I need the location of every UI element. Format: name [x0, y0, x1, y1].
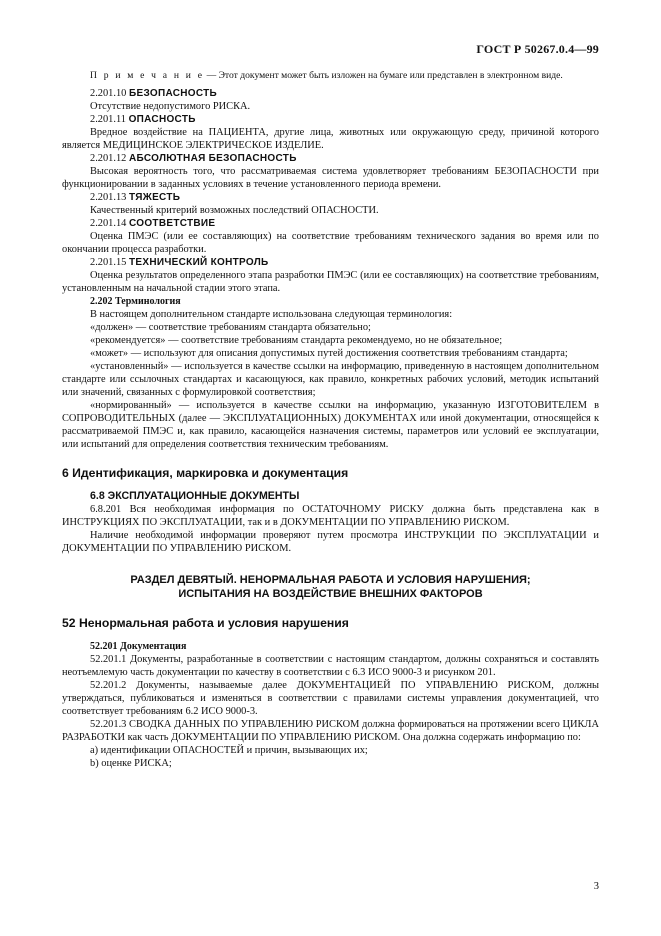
section-6-paragraph: 6.8.201 Вся необходимая информация по ОСТАТОЧНОМУ РИСКУ должна быть представлена как в ИНСТРУКЦИЯХ ПО ЭКСПЛУАТАЦИИ, так и в ДОКУМЕНТАЦИИ ПО УПРАВЛЕНИЮ РИСКОМ.	[62, 503, 599, 528]
terminology-paragraph: «установленный» — используется в качестве ссылки на информацию, приведенную в настоящем дополнительном стандарте или ссылочных стандартах и касающуюся, как правило, конкретных рабочих условий, методик испытаний или значений, связанных с формулировкой соответствия;	[62, 360, 599, 398]
section-52-201-title: 52.201 Документация	[90, 640, 187, 652]
term-definition: Высокая вероятность того, что рассматриваемая система удовлетворяет требованиям БЕЗОПАСНОСТИ при функционировании в заданных условиях в течение установленного периода времени.	[62, 165, 599, 190]
note-label: П р и м е ч а н и е	[90, 70, 205, 81]
document-body	[62, 70, 599, 770]
term-definition: Вредное воздействие на ПАЦИЕНТА, другие лица, животных или окружающую среду, причиной которого является МЕДИЦИНСКОЕ ЭЛЕКТРИЧЕСКОЕ ИЗДЕЛИЕ.	[62, 126, 599, 151]
term-definition: Качественный критерий возможных последствий ОПАСНОСТИ.	[90, 204, 379, 216]
list-item: a) идентификации ОПАСНОСТЕЙ и причин, вызывающих их;	[90, 744, 368, 756]
terminology-paragraph: «рекомендуется» — соответствие требованиям стандарта рекомендуемо, но не обязательное;	[90, 334, 503, 346]
term-heading: 2.201.13 ТЯЖЕСТЬ	[90, 191, 181, 203]
section-52-paragraph: 52.201.1 Документы, разработанные в соответствии с настоящим стандартом, должны сохраняться и составлять неотъемлемую часть документации по качеству в соответствии с 6.3 ИСО 9000-3 и рисунком 201.	[62, 653, 599, 678]
terminology-heading: 2.202 Терминология	[90, 295, 181, 307]
section-6-paragraph: Наличие необходимой информации проверяют путем просмотра ИНСТРУКЦИИ ПО ЭКСПЛУАТАЦИИ и ДОКУМЕНТАЦИИ ПО УПРАВЛЕНИЮ РИСКОМ.	[62, 529, 599, 554]
note	[62, 70, 599, 83]
term-heading: 2.201.14 СООТВЕТСТВИЕ	[90, 217, 216, 229]
section-52-paragraph: 52.201.3 СВОДКА ДАННЫХ ПО УПРАВЛЕНИЮ РИСКОМ должна формироваться на протяжении всего ЦИКЛА РАЗРАБОТКИ как часть ДОКУМЕНТАЦИИ ПО УПРАВЛЕНИЮ РИСКОМ. Она должна содержать информацию по:	[62, 718, 599, 743]
term-heading: 2.201.10 БЕЗОПАСНОСТЬ	[90, 87, 218, 99]
note-text: — Этот документ может быть изложен на бумаге или представлен в электронном виде.	[204, 70, 563, 81]
term-heading: 2.201.11 ОПАСНОСТЬ	[90, 113, 196, 125]
term-definition: Оценка ПМЭС (или ее составляющих) на соответствие требованиям технического задания во время или по окончании процесса разработки.	[62, 230, 599, 255]
list-item: b) оценке РИСКА;	[90, 757, 172, 769]
standard-header: ГОСТ Р 50267.0.4—99	[476, 42, 599, 56]
term-definition: Оценка результатов определенного этапа разработки ПМЭС (или ее составляющих) на соответствие требованиям, установленным на начальной стадии этого этапа.	[62, 269, 599, 294]
term-definition: Отсутствие недопустимого РИСКА.	[90, 100, 251, 112]
section-6-title: 6 Идентификация, маркировка и документация	[62, 465, 349, 480]
section-6-8-title: 6.8 ЭКСПЛУАТАЦИОННЫЕ ДОКУМЕНТЫ	[90, 489, 300, 502]
section-52-title: 52 Ненормальная работа и условия нарушения	[62, 615, 349, 630]
terminology-paragraph: В настоящем дополнительном стандарте использована следующая терминология:	[90, 308, 453, 320]
term-heading: 2.201.12 АБСОЛЮТНАЯ БЕЗОПАСНОСТЬ	[90, 152, 297, 164]
term-heading: 2.201.15 ТЕХНИЧЕСКИЙ КОНТРОЛЬ	[90, 256, 269, 268]
page-number: 3	[593, 881, 599, 892]
terminology-paragraph: «должен» — соответствие требованиям стандарта обязательно;	[90, 321, 371, 333]
chapter-9-title: РАЗДЕЛ ДЕВЯТЫЙ. НЕНОРМАЛЬНАЯ РАБОТА И УСЛОВИЯ НАРУШЕНИЯ; ИСПЫТАНИЯ НА ВОЗДЕЙСТВИЕ ВНЕШНИХ ФАКТОРОВ	[130, 573, 531, 600]
section-52-paragraph: 52.201.2 Документы, называемые далее ДОКУМЕНТАЦИЕЙ ПО УПРАВЛЕНИЮ РИСКОМ, должны утверждаться, публиковаться и изменяться в соответствии с правилами системы управления документацией, что соответствует требованиям 6.2 ИСО 9000-3.	[62, 679, 599, 717]
terminology-paragraph: «нормированный» — используется в качестве ссылки на информацию, указанную ИЗГОТОВИТЕЛЕМ в СОПРОВОДИТЕЛЬНЫХ (далее — ЭКСПЛУАТАЦИОННЫХ) ДОКУМЕНТАХ или иной документации, относящейся к рассматриваемой ПМЭС и, как правило, касающейся назначения системы, параметров или условий ее эксплуатации, или испытаний для определения соответствия техническим требованиям.	[62, 399, 599, 450]
terminology-paragraph: «может» — используют для описания допустимых путей достижения соответствия требованиям стандарта;	[90, 347, 568, 359]
